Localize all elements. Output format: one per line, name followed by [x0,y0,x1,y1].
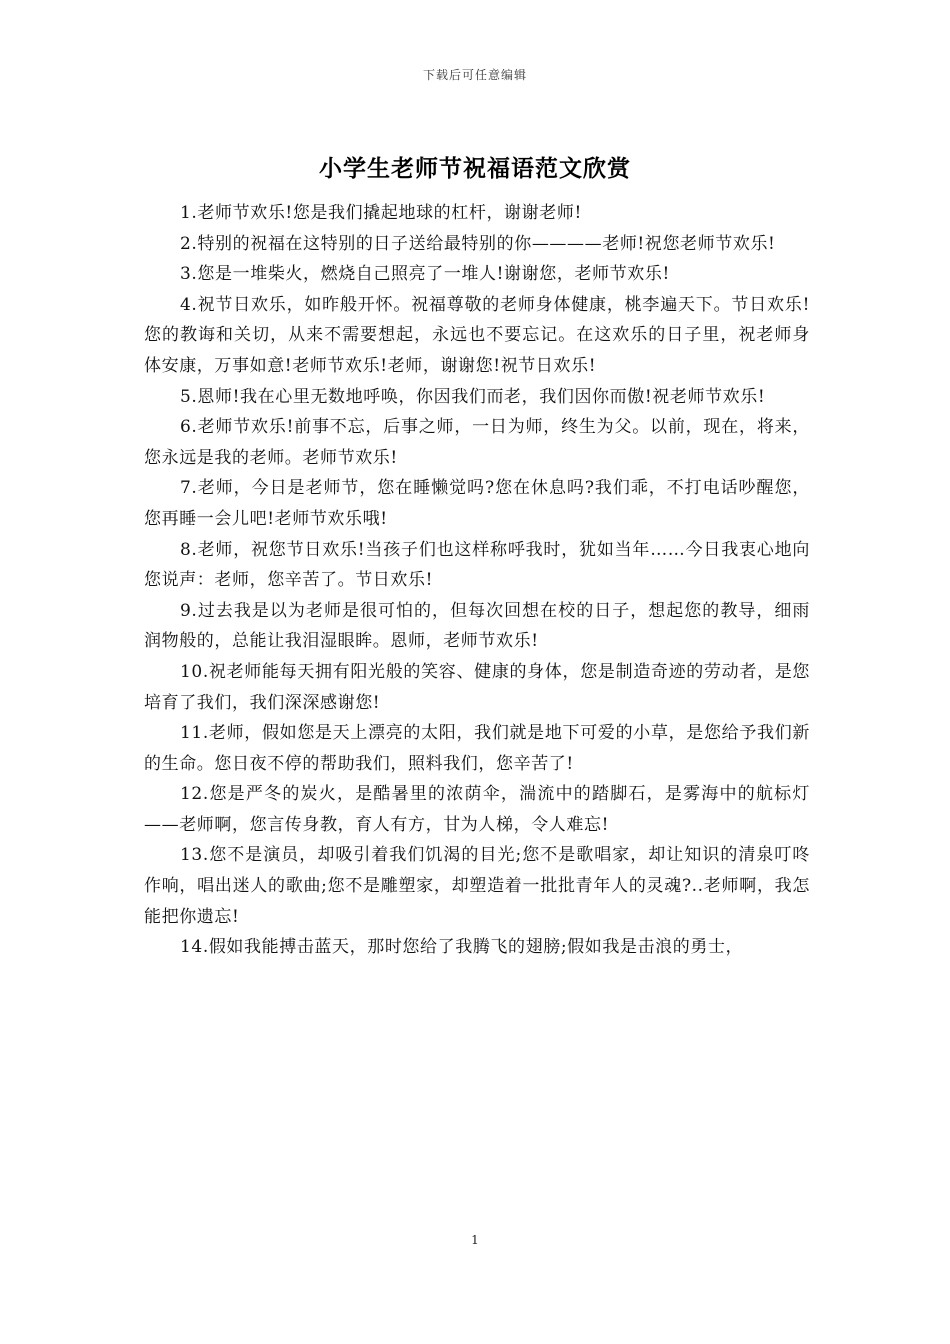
list-item: 14.假如我能搏击蓝天，那时您给了我腾飞的翅膀;假如我是击浪的勇士， [180,937,744,958]
list-item: 6.老师节欢乐!前事不忘，后事之师，一日为师，终生为父。以前，现在，将来，您永远是我的老师。老师节欢乐! [144,417,810,468]
list-item: 10.祝老师能每天拥有阳光般的笑容、健康的身体，您是制造奇迹的劳动者，是您培育了我们，我们深深感谢您! [144,661,810,713]
blessings-list [144,198,810,963]
list-item: 12.您是严冬的炭火，是酷暑里的浓荫伞，湍流中的踏脚石，是雾海中的航标灯——老师啊，您言传身教，育人有方，甘为人梯，令人难忘! [144,784,810,835]
list-item: 13.您不是演员，却吸引着我们饥渴的目光;您不是歌唱家，却让知识的清泉叮咚作响，唱出迷人的歌曲;您不是雕塑家，却塑造着一批批青年人的灵魂?..老师啊，我怎能把你遗忘! [144,845,810,927]
list-item: 2.特别的祝福在这特别的日子送给最特别的你————老师!祝您老师节欢乐! [180,233,776,254]
list-item: 11.老师，假如您是天上漂亮的太阳，我们就是地下可爱的小草，是您给予我们新的生命。您日夜不停的帮助我们，照料我们，您辛苦了! [144,723,810,774]
list-item: 3.您是一堆柴火，燃烧自己照亮了一堆人!谢谢您，老师节欢乐! [180,264,670,285]
list-item: 5.恩师!我在心里无数地呼唤，你因我们而老，我们因你而傲!祝老师节欢乐! [180,386,766,407]
list-item: 9.过去我是以为老师是很可怕的，但每次回想在校的日子，想起您的教导，细雨润物般的，总能让我泪湿眼眸。恩师，老师节欢乐! [144,600,810,652]
list-item: 8.老师，祝您节日欢乐!当孩子们也这样称呼我时，犹如当年……今日我衷心地向您说声：老师，您辛苦了。节日欢乐! [144,539,810,591]
list-item: 1.老师节欢乐!您是我们撬起地球的杠杆，谢谢老师! [180,203,582,223]
list-item: 7.老师，今日是老师节，您在睡懒觉吗?您在休息吗?我们乖，不打电话吵醒您，您再睡一会儿吧!老师节欢乐哦! [144,478,810,529]
document-title: 小学生老师节祝福语范文欣赏 [319,156,631,182]
header-note: 下载后可任意编辑 [422,68,527,82]
list-item: 4.祝节日欢乐，如昨般开怀。祝福尊敬的老师身体健康，桃李遍天下。节日欢乐!您的教诲和关切，从来不需要想起，永远也不要忘记。在这欢乐的日子里，祝老师身体安康，万事如意!老师节欢乐!老师，谢谢您!祝节日欢乐! [144,294,810,376]
page-number: 1 [471,1233,479,1247]
